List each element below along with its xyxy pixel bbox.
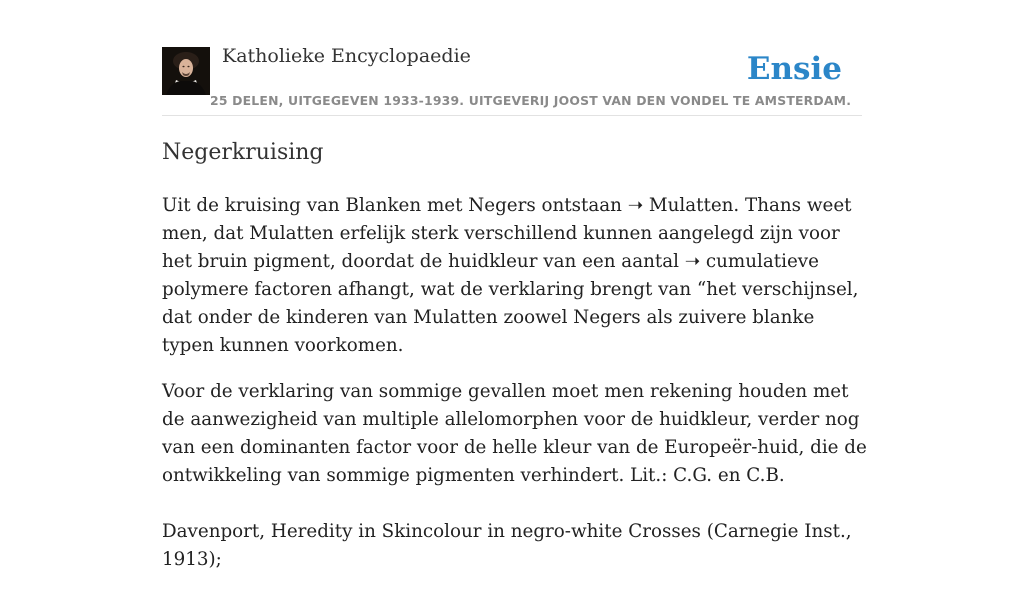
portrait-avatar-icon xyxy=(162,47,210,95)
article-paragraph: Uit de kruising van Blanken met Negers ontstaan ➝ Mulatten. Thans weet men, dat Mulatten erfelijk sterk verschillend kunnen aangelegd zijn voor het bruin pigment, doordat de huidkleur van een aantal ➝ cumulatieve polymere factoren afhangt, wat de verklaring brengt van “het verschijnsel, dat onder de kinderen van Mulatten zoowel Negers als zuivere blanke typen kunnen voorkomen. xyxy=(162,195,859,356)
source-subtitle: 25 DELEN, UITGEGEVEN 1933-1939. UITGEVERIJ JOOST VAN DEN VONDEL TE AMSTERDAM. xyxy=(210,93,852,108)
article-paragraph: Davenport, Heredity in Skincolour in negro-white Crosses (Carnegie Inst., 1913); xyxy=(162,521,852,570)
source-title[interactable]: Katholieke Encyclopaedie xyxy=(222,45,471,67)
page xyxy=(162,0,867,570)
article-title: Negerkruising xyxy=(162,140,324,165)
source-avatar[interactable] xyxy=(162,47,210,95)
article-paragraph: Voor de verklaring van sommige gevallen moet men rekening houden met de aanwezigheid van multiple allelomorphen voor de huidkleur, verder nog van een dominanten factor voor de helle kleur van de Europeër-huid, die de ontwikkeling van sommige pigmenten verhindert. Lit.: C.G. en C.B. xyxy=(162,381,867,486)
source-header xyxy=(162,0,862,116)
ensie-logo[interactable]: Ensie xyxy=(746,51,842,87)
article-body xyxy=(162,192,868,592)
